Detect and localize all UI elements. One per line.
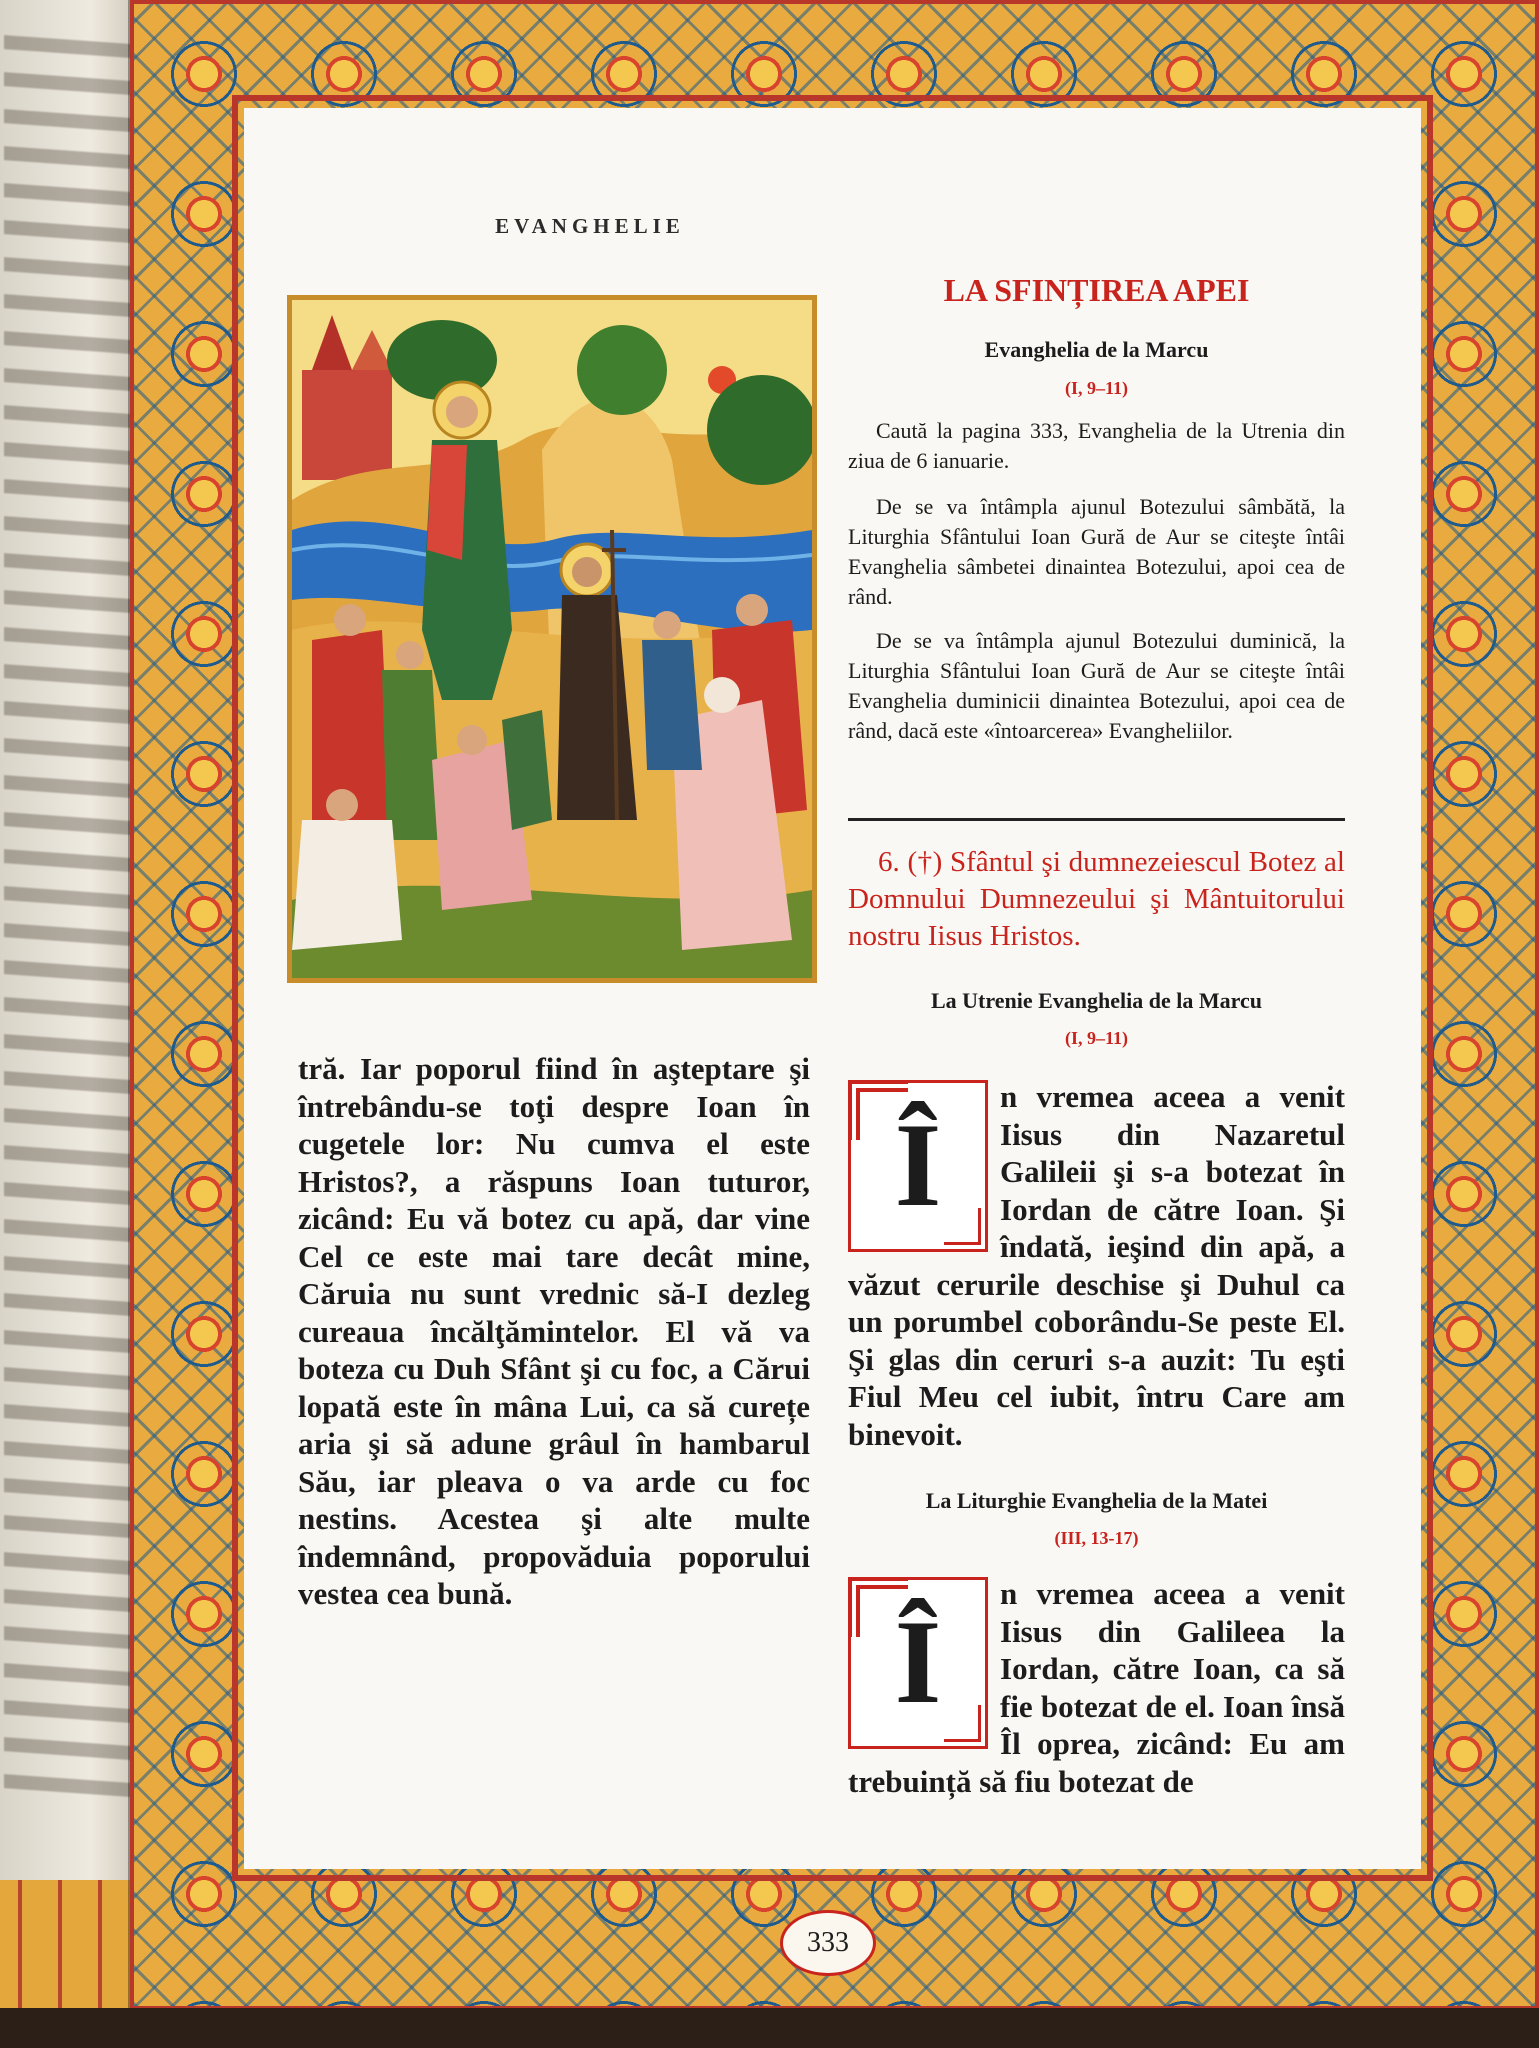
feast-title: 6. (†) Sfântul şi dumnezeiescul Botez al Domnului Dumnezeului şi Mântuitorului nostru Iisus Hristos. <box>848 846 1345 952</box>
section-paragraph: Caută la pagina 333, Evanghelia de la Utrenia din ziua de 6 ianuarie. <box>848 418 1345 473</box>
baptism-icon-image <box>287 295 817 983</box>
liturgy-heading: La Liturghie Evanghelia de la Matei <box>925 1488 1268 1513</box>
section-gospel-heading: Evanghelia de la Marcu <box>984 337 1209 362</box>
matins-drop-cap <box>848 1080 988 1252</box>
matins-reference: (I, 9–11) <box>1065 1028 1128 1048</box>
running-head: EVANGHELIE <box>495 214 685 238</box>
liturgy-drop-cap <box>848 1577 988 1749</box>
matins-gospel-block <box>848 1078 1345 1453</box>
matins-heading: La Utrenie Evanghelia de la Marcu <box>930 988 1262 1013</box>
liturgy-gospel-block <box>848 1575 1345 1800</box>
liturgy-gospel-text: n vremea aceea a venit Iisus din Galileea la Iordan, către Ioan, ca să fie botezat de el. Ioan însă Îl oprea, zicând: Eu am trebuință să fiu botezat de <box>848 1576 1345 1799</box>
matins-gospel-text: n vremea aceea a venit Iisus din Nazaretul Galileii şi s-a botezat în Iordan de către Ioan. Şi îndată, ieşind din apă, a văzut cerurile deschise şi Duhul ca un porumbel coborându-Se peste El. Şi glas din ceruri s-a auzit: Tu eşti Fiul Meu cel iubit, întru Care am binevoit. <box>848 1079 1345 1452</box>
section-paragraph: De se va întâmpla ajunul Botezului duminică, la Liturghia Sfântului Ioan Gură de Aur se citeşte întâi Evanghelia duminicii dinaintea Botezului, apoi cea de rând, dacă este «întoarcerea» Evangheliilor. <box>848 628 1345 743</box>
icon-illustration <box>292 300 812 978</box>
section-reference: (I, 9–11) <box>1065 378 1128 398</box>
drop-cap-letter: Î <box>894 1595 942 1728</box>
table-surface <box>0 2008 1539 2048</box>
liturgy-reference: (III, 13-17) <box>1054 1528 1139 1548</box>
section-divider <box>848 818 1345 821</box>
drop-cap-letter: Î <box>894 1098 942 1231</box>
section-paragraph: De se va întâmpla ajunul Botezului sâmbătă, la Liturghia Sfântului Ioan Gură de Aur se citeşte întâi Evanghelia sâmbetei dinaintea Botezului, apoi cea de rând. <box>848 494 1345 609</box>
previous-page-text-blur <box>4 35 144 1805</box>
section-title: LA SFINȚIREA APEI <box>943 272 1250 308</box>
page-number: 333 <box>780 1910 876 1976</box>
left-column <box>298 1050 810 1613</box>
left-column-text: tră. Iar poporul fiind în aşteptare şi întrebându-se toţi despre Ioan în cugetele lor: Nu cumva el este Hristos?, a răspuns Ioan tuturor, zicând: Eu vă botez cu apă, dar vine Cel ce este mai tare decât mine, Căruia nu sunt vrednic să-I dezleg cureaua încălţămintelor. El vă va boteza cu Duh Sfânt şi cu foc, a Cărui lopată este în mâna Lui, ca să curețe aria şi să adune grâul în hambarul Său, iar pleava o va arde cu foc nestins. Acestea şi alte multe îndemnând, propovăduia poporului vestea cea bună. <box>298 1051 810 1611</box>
